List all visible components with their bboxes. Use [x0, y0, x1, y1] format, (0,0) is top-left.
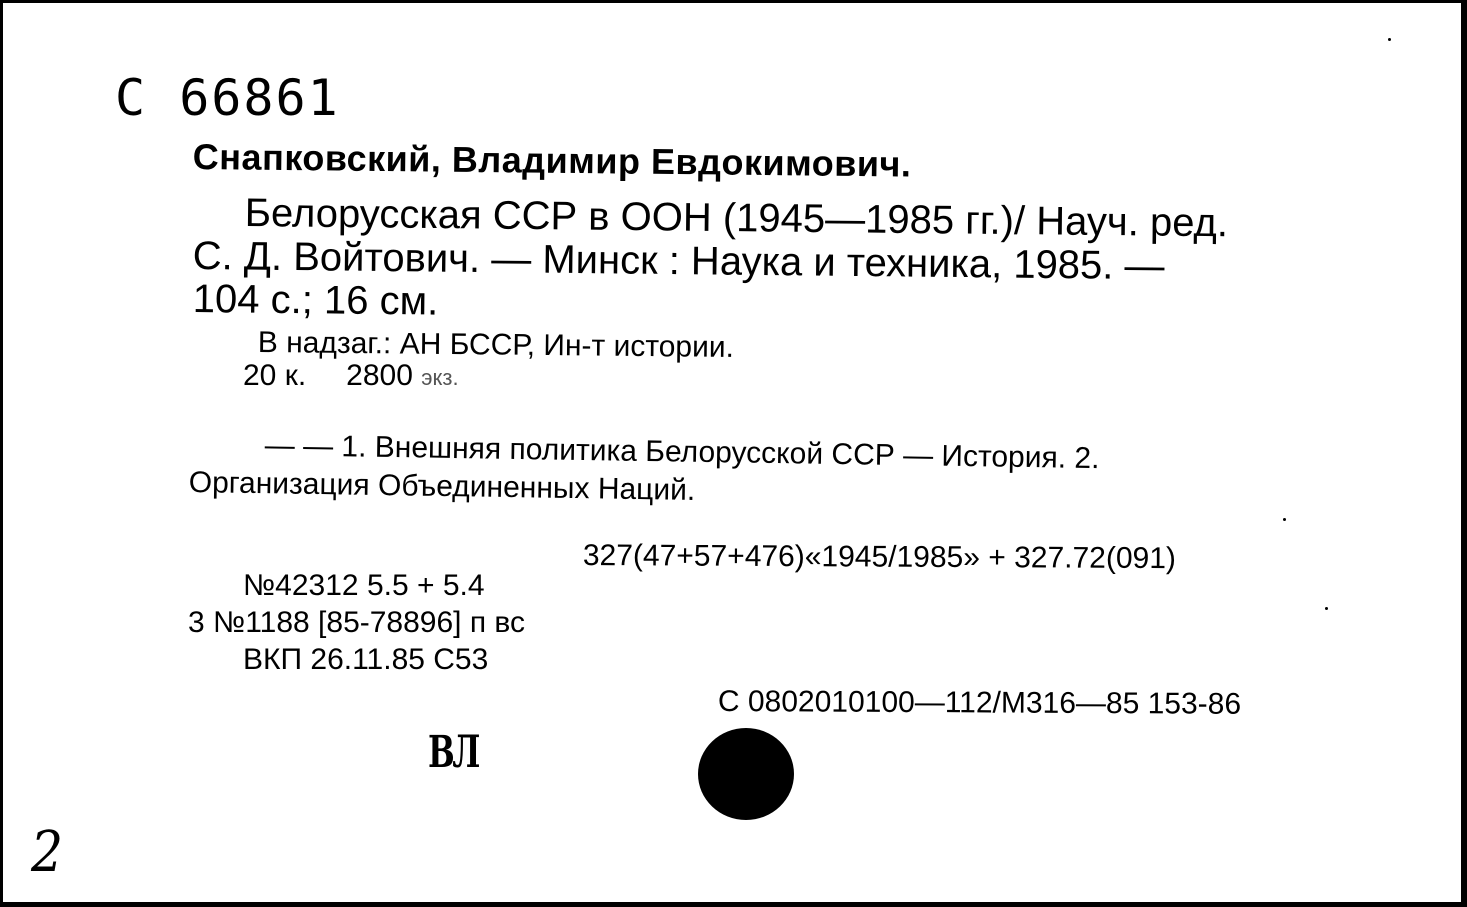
meta-line-1: №42312 5.5 + 5.4: [243, 569, 485, 602]
description-line-3: 104 с.; 16 см.: [192, 277, 439, 324]
publication-code: С 0802010100—112/М316—85 153-86: [717, 685, 1242, 721]
print-run-unit: экз.: [421, 365, 459, 390]
speck: [1388, 38, 1391, 41]
classification-index: 327(47+57+476)«1945/1985» + 327.72(091): [582, 539, 1177, 576]
meta-line-3: ВКП 26.11.85 С53: [243, 643, 489, 676]
library-stamp: ВЛ: [428, 727, 478, 778]
header-note: В надзаг.: АН БССР, Ин-т истории.: [257, 326, 735, 364]
handwritten-number: 2: [31, 820, 64, 885]
price-and-print-run: [243, 361, 459, 391]
subject-line-2: Организация Объединенных Наций.: [188, 466, 696, 507]
description-line-2: С. Д. Войтович. — Минск : Наука и техника, 1985. —: [192, 234, 1165, 289]
punch-hole: [698, 728, 794, 820]
author-heading: Снапковский, Владимир Евдокимович.: [192, 136, 912, 185]
print-run: 2800: [346, 359, 413, 392]
price: 20 к.: [243, 359, 307, 392]
speck: [1325, 607, 1328, 610]
speck: [1283, 518, 1286, 521]
shelfmark: С 66861: [115, 69, 340, 127]
meta-line-2: 3 №1188 [85-78896] п вс: [188, 606, 526, 639]
subject-line-1: — — 1. Внешняя политика Белорусской ССР — История. 2.: [264, 429, 1100, 476]
description-line-1: Белорусская ССР в ООН (1945—1985 гг.)/ Науч. ред.: [244, 191, 1229, 246]
